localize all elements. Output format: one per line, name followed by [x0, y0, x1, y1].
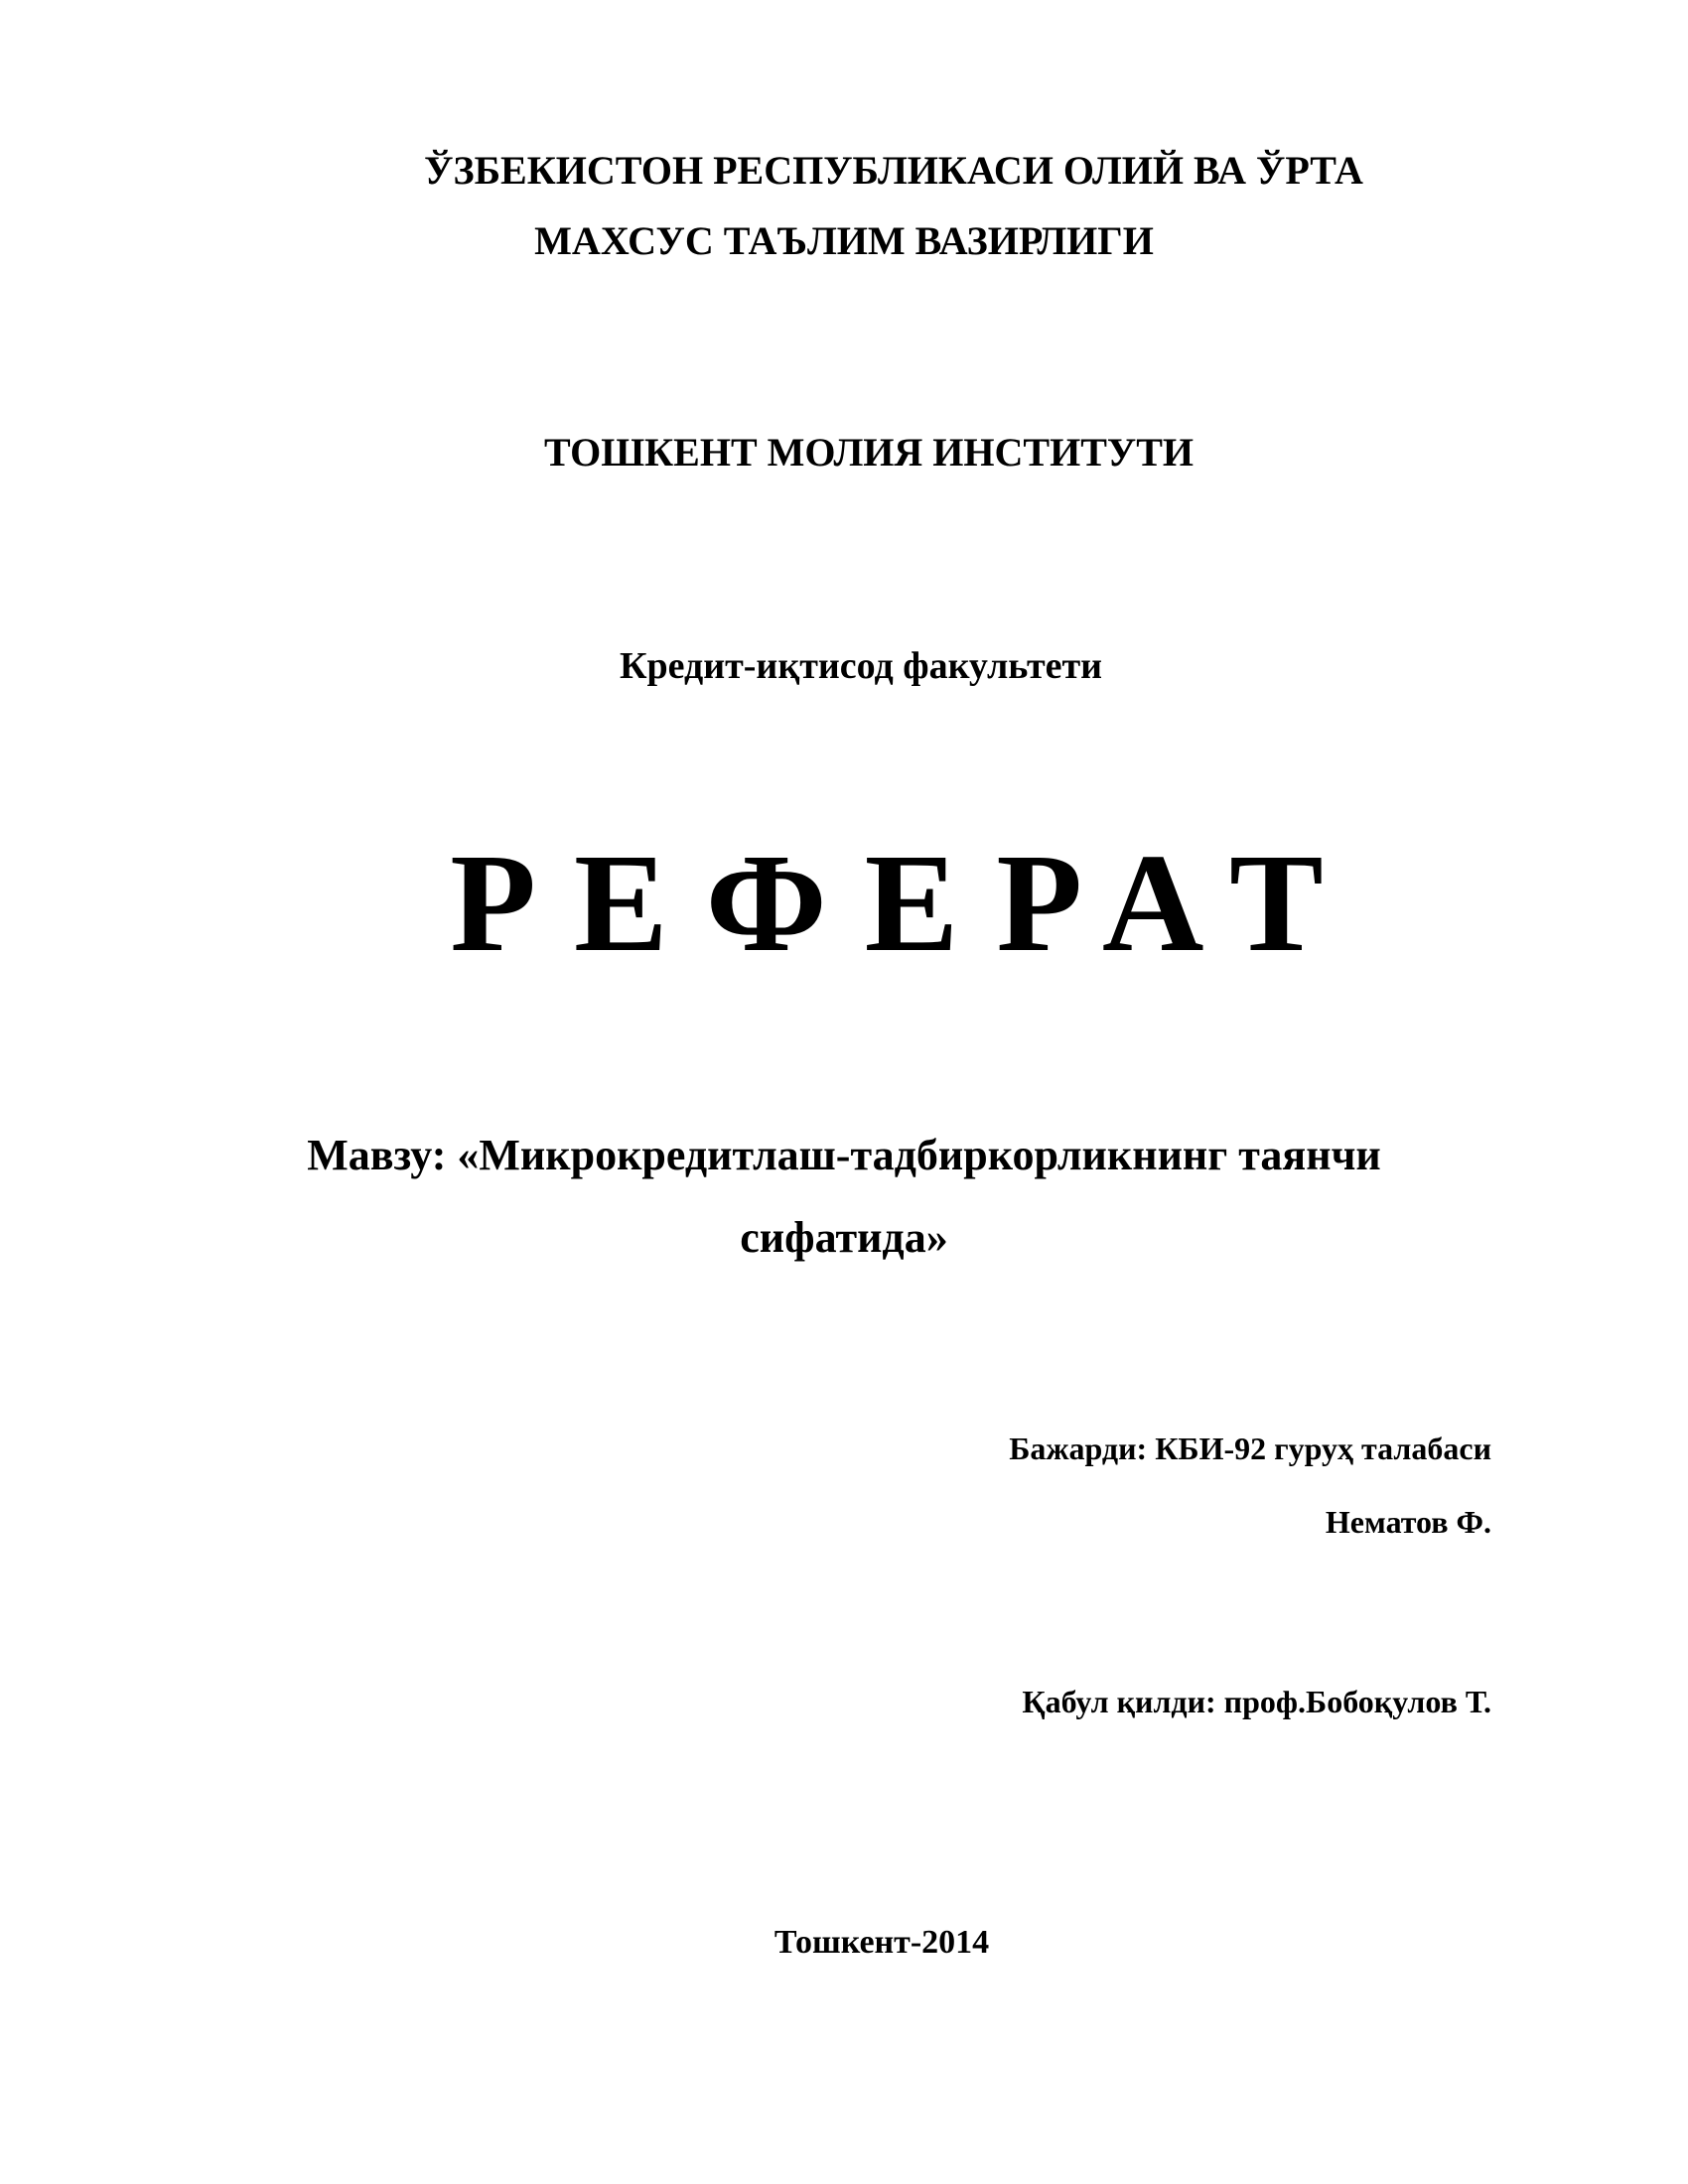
performed-by: Бажарди: КБИ-92 гуруҳ талабаси — [1009, 1431, 1491, 1466]
accepted-by: Қабул қилди: проф.Бобоқулов Т. — [1022, 1684, 1491, 1719]
ministry-line-2: МАХСУС ТАЪЛИМ ВАЗИРЛИГИ — [534, 218, 1154, 263]
ministry-line-1: ЎЗБЕКИСТОН РЕСПУБЛИКАСИ ОЛИЙ ВА ЎРТА — [424, 148, 1363, 193]
topic-line-2: сифатида» — [740, 1213, 948, 1262]
topic-line-1: Мавзу: «Микрокредитлаш-тадбиркорликнинг таянчи — [307, 1131, 1381, 1179]
document-type-title: РЕФЕРАТ — [450, 824, 1361, 981]
faculty-name: Кредит-иқтисод факультети — [619, 645, 1103, 687]
city-year: Тошкент-2014 — [774, 1924, 990, 1961]
institute-name: ТОШКЕНТ МОЛИЯ ИНСТИТУТИ — [543, 430, 1195, 475]
student-name: Нематов Ф. — [1325, 1504, 1491, 1540]
